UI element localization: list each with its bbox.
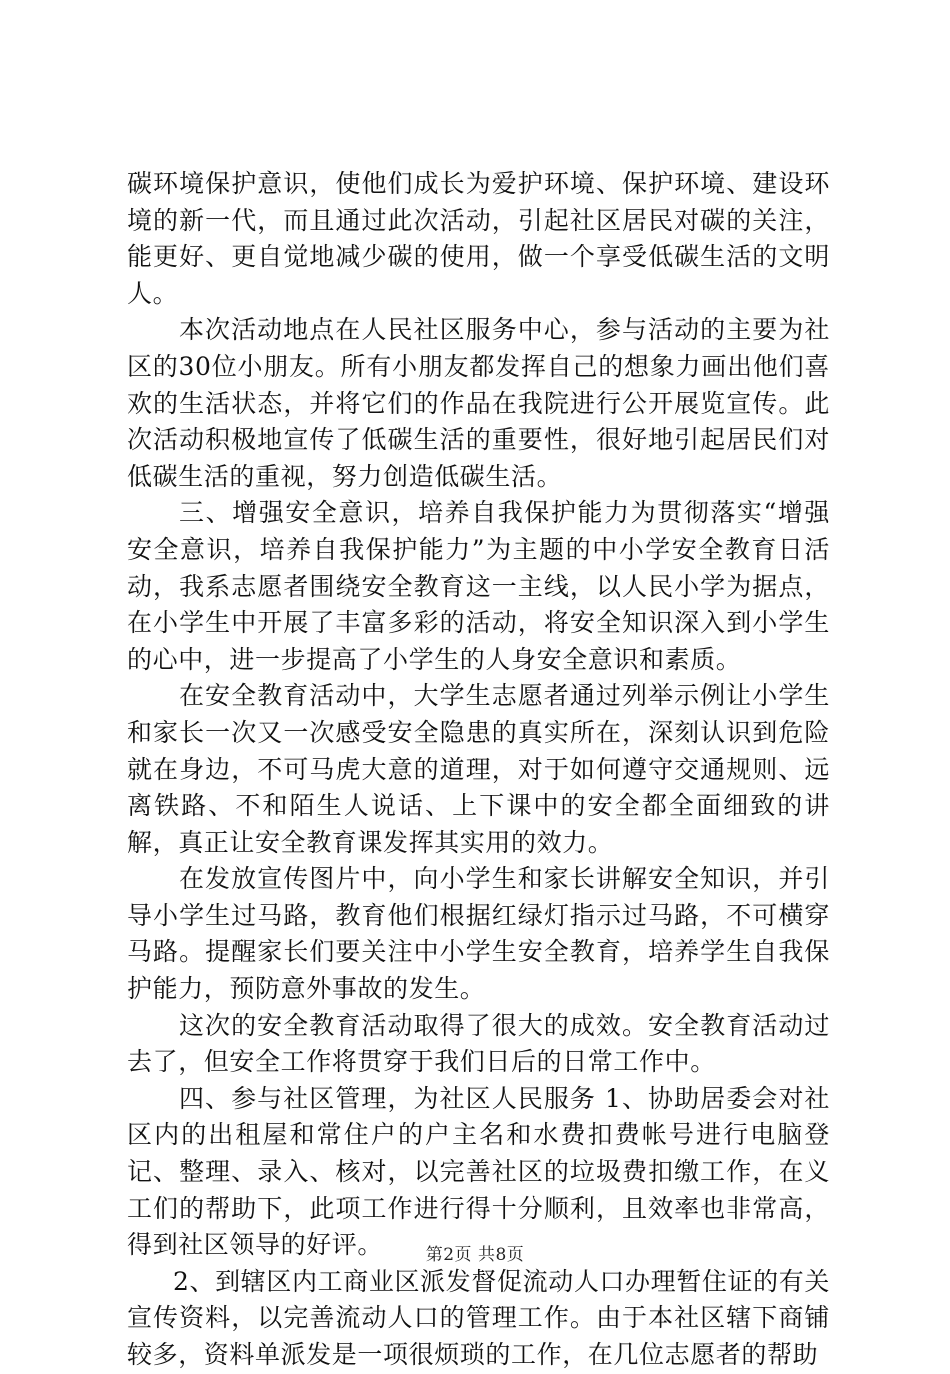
paragraph-5: 在发放宣传图片中，向小学生和家长讲解安全知识，并引导小学生过马路，教育他们根据红绿灯指示过马路，不可横穿马路。提醒家长们要关注中小学生安全教育，培养学生自我保护能力，预防意外事故的发生。 (127, 864, 830, 1004)
paragraph-3: 三、增强安全意识，培养自我保护能力为贯彻落实“增强安全意识，培养自我保护能力”为主题的中小学安全教育日活动，我系志愿者围绕安全教育这一主线，以人民小学为据点，在小学生中开展了丰富多彩的活动，将安全知识深入到小学生的心中，进一步提高了小学生的人身安全意识和素质。 (127, 498, 830, 674)
page-footer: 第2页 共8页 (425, 1245, 525, 1265)
paragraph-1: 碳环境保护意识，使他们成长为爱护环境、保护环境、建设环境的新一代，而且通过此次活动，引起社区居民对碳的关注，能更好、更自觉地减少碳的使用，做一个享受低碳生活的文明人。 (127, 169, 830, 308)
paragraph-6: 这次的安全教育活动取得了很大的成效。安全教育活动过去了，但安全工作将贯穿于我们日后的日常工作中。 (127, 1010, 830, 1077)
paragraph-4: 在安全教育活动中，大学生志愿者通过列举示例让小学生和家长一次又一次感受安全隐患的真实所在，深刻认识到危险就在身边，不可马虎大意的道理，对于如何遵守交通规则、远离铁路、不和陌生人说话、上下课中的安全都全面细致的讲解，真正让安全教育课发挥其实用的效力。 (127, 681, 830, 857)
paragraph-8: 2、到辖区内工商业区派发督促流动人口办理暂住证的有关宣传资料，以完善流动人口的管理工作。由于本社区辖下商铺较多，资料单派发是一项很烦琐的工作，在几位志愿者的帮助 (127, 1266, 830, 1369)
paragraph-2: 本次活动地点在人民社区服务中心，参与活动的主要为社区的30位小朋友。所有小朋友都发挥自己的想象力画出他们喜欢的生活状态，并将它们的作品在我院进行公开展览宣传。此次活动积极地宣传了低碳生活的重要性，很好地引起居民们对低碳生活的重视，努力创造低碳生活。 (127, 315, 830, 491)
paragraph-7: 四、参与社区管理，为社区人民服务 1、协助居委会对社区内的出租屋和常住户的户主名和水费扣费帐号进行电脑登记、整理、录入、核对，以完善社区的垃圾费扣缴工作，在义工们的帮助下，此项工作进行得十分顺利，且效率也非常高，得到社区领导的好评。 (127, 1083, 830, 1260)
document-body (127, 166, 830, 1374)
